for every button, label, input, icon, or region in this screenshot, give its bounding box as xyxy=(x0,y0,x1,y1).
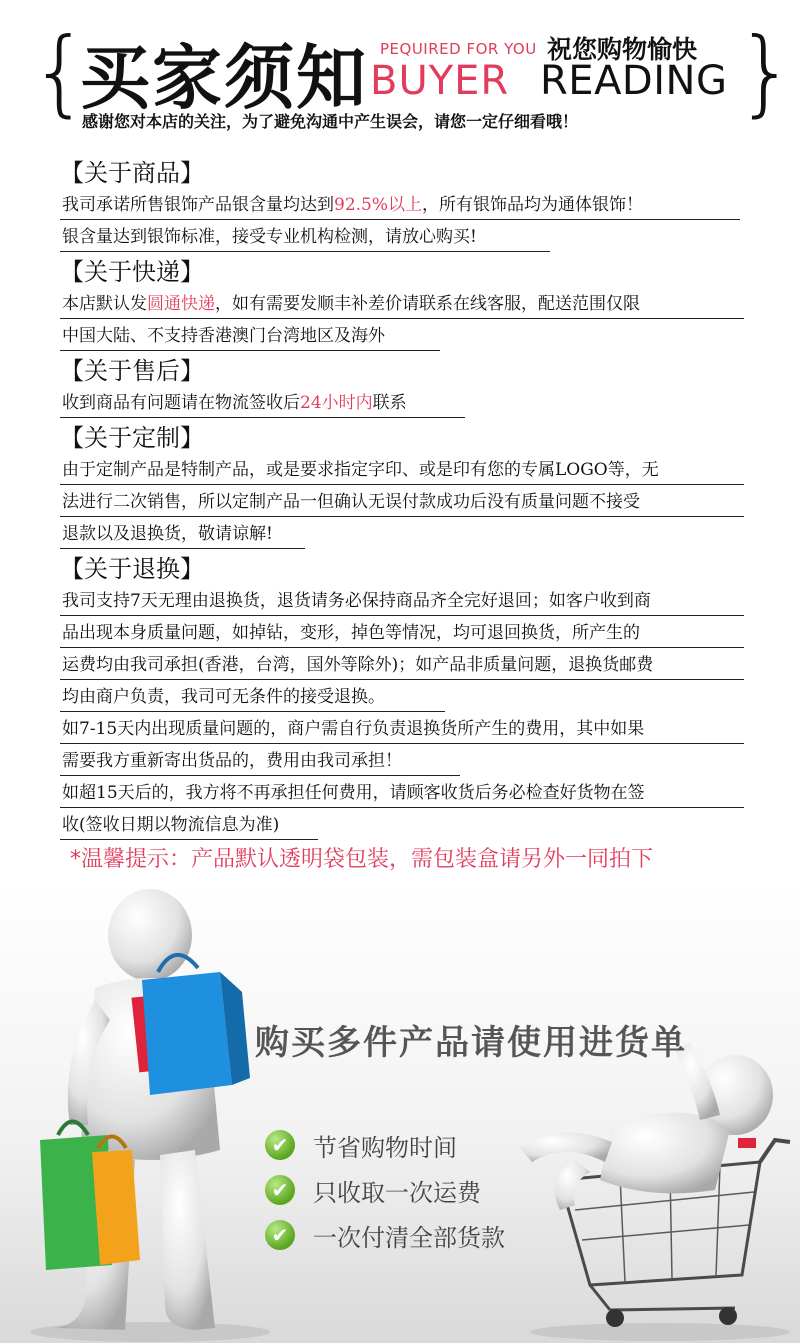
feature-label: 一次付清全部货款 xyxy=(313,1223,505,1252)
page-title: 买家须知 xyxy=(80,37,368,119)
notice-content xyxy=(60,155,744,842)
header-small-english: PEQUIRED FOR YOU xyxy=(380,40,537,58)
packaging-tip: *温馨提示：产品默认透明袋包装，需包装盒请另外一同拍下 xyxy=(70,847,654,872)
return-line-3: 运费均由我司承担(香港，台湾，国外等除外)；如产品非质量问题，退换货邮费 xyxy=(60,650,744,680)
express-courier-highlight: 圆通快递 xyxy=(147,294,215,314)
right-brace: } xyxy=(736,18,796,127)
header-buyer-word: BUYER xyxy=(370,58,510,104)
check-icon: ✔ xyxy=(265,1175,295,1205)
feature-save-time xyxy=(265,1127,457,1163)
express-line-2: 中国大陆、不支持香港澳门台湾地区及海外 xyxy=(60,321,440,351)
return-line-6: 需要我方重新寄出货品的，费用由我司承担！ xyxy=(60,746,460,776)
custom-line-1: 由于定制产品是特制产品，或是要求指定字印、或是印有您的专属LOGO等，无 xyxy=(60,455,744,485)
product-line-1-text-a: 我司承诺所售银饰产品银含量均达到 xyxy=(62,195,334,215)
custom-line-3: 退款以及退换货，敬请谅解! xyxy=(60,519,305,549)
product-line-1-text-b: ，所有银饰品均为通体银饰！ xyxy=(422,195,644,215)
left-brace: { xyxy=(30,18,90,127)
banner-illustrations xyxy=(0,880,800,1343)
feature-single-shipping xyxy=(265,1172,481,1208)
aftersale-time-highlight: 24小时内 xyxy=(300,393,373,413)
check-icon: ✔ xyxy=(265,1130,295,1160)
return-line-1: 我司支持7天无理由退换货，退货请务必保持商品齐全完好退回；如客户收到商 xyxy=(60,586,744,616)
section-title-return: 【关于退换】 xyxy=(60,555,204,583)
express-line-1 xyxy=(60,289,744,319)
section-title-product: 【关于商品】 xyxy=(60,159,204,187)
section-title-custom: 【关于定制】 xyxy=(60,424,204,452)
check-icon: ✔ xyxy=(265,1220,295,1250)
express-line-1-text-b: ，如有需要发顺丰补差价请联系在线客服，配送范围仅限 xyxy=(215,294,640,314)
section-title-express: 【关于快递】 xyxy=(60,258,204,286)
feature-label: 节省购物时间 xyxy=(313,1133,457,1162)
banner-title: 购买多件产品请使用进货单 xyxy=(255,1023,687,1063)
express-line-1-text-a: 本店默认发 xyxy=(62,294,147,314)
product-line-2: 银含量达到银饰标准，接受专业机构检测，请放心购买! xyxy=(60,222,550,252)
figure-in-cart-illustration xyxy=(520,1042,790,1341)
product-line-1 xyxy=(60,190,740,220)
custom-line-2: 法进行二次销售，所以定制产品一但确认无误付款成功后没有质量问题不接受 xyxy=(60,487,744,517)
aftersale-line-1 xyxy=(60,388,465,418)
aftersale-line-1-text-a: 收到商品有问题请在物流签收后 xyxy=(62,393,300,413)
bulk-order-banner xyxy=(0,880,800,1343)
feature-pay-once xyxy=(265,1217,505,1253)
figure-with-bags-illustration xyxy=(30,889,270,1342)
header-wish-text: 祝您购物愉快 xyxy=(547,35,698,64)
return-line-4: 均由商户负责，我司可无条件的接受退换。 xyxy=(60,682,445,712)
return-line-2: 品出现本身质量问题，如掉钻，变形，掉色等情况，均可退回换货，所产生的 xyxy=(60,618,744,648)
return-line-8: 收(签收日期以物流信息为准) xyxy=(60,810,318,840)
section-title-aftersale: 【关于售后】 xyxy=(60,357,204,385)
feature-label: 只收取一次运费 xyxy=(313,1178,481,1207)
return-line-7: 如超15天后的，我方将不再承担任何费用，请顾客收货后务必检查好货物在签 xyxy=(60,778,744,808)
header-reading-word: READING xyxy=(540,58,728,104)
aftersale-line-1-text-b: 联系 xyxy=(372,393,407,413)
header-subtitle: 感谢您对本店的关注，为了避免沟通中产生误会，请您一定仔细看哦！ xyxy=(82,112,579,131)
return-line-5: 如7-15天内出现质量问题的，商户需自行负责退换货所产生的费用，其中如果 xyxy=(60,714,744,744)
product-purity-highlight: 92.5%以上 xyxy=(334,195,423,215)
